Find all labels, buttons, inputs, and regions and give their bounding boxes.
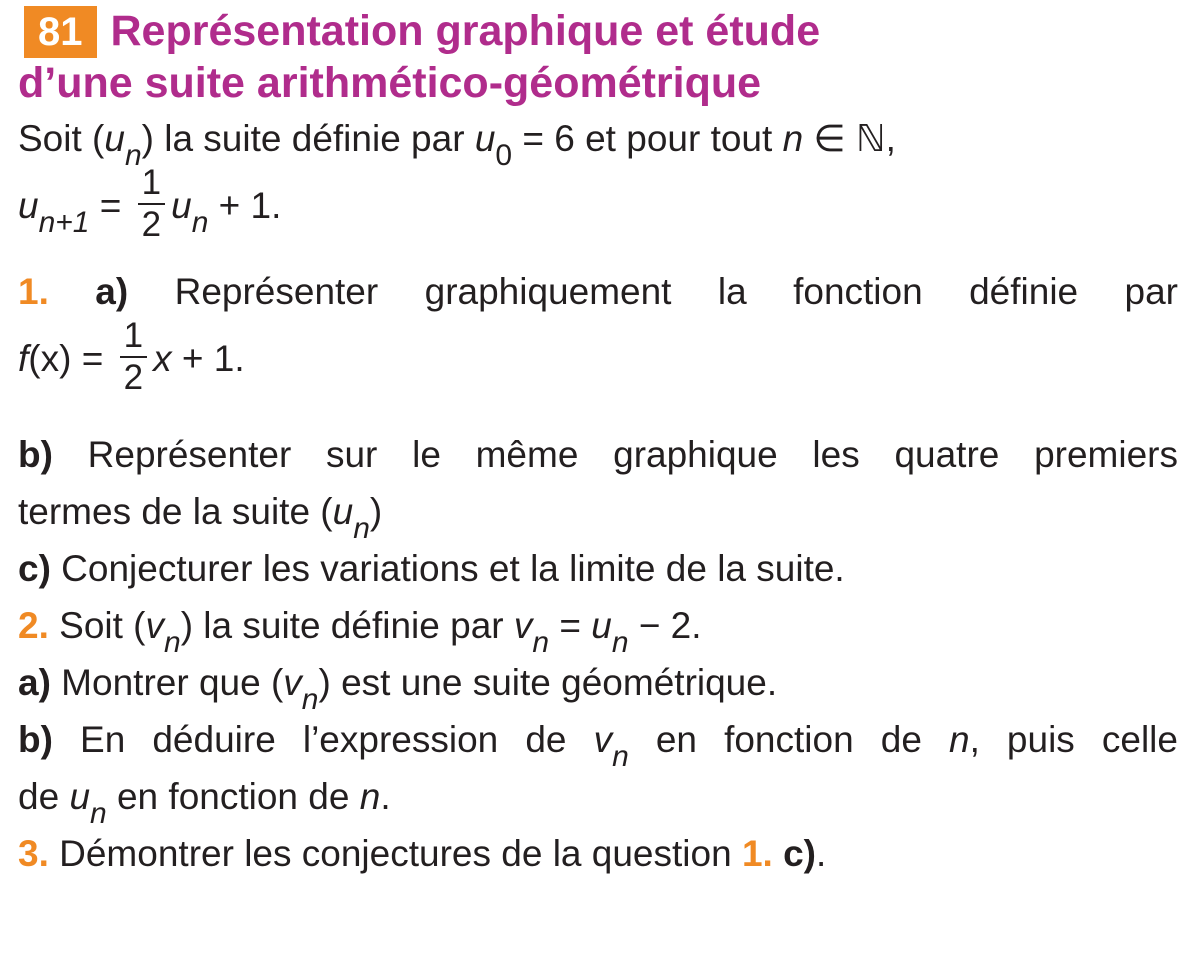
function-formula: f(x) = $\frac{1}{2}$ x + 1.	[18, 316, 245, 397]
fraction-one-half: $\frac{1}{2}$	[120, 316, 147, 398]
question-2a: a) Montrer que $(v_n)$ est une suite géométrique.	[18, 662, 778, 716]
fraction-one-half: $\frac{1}{2}$	[138, 163, 165, 245]
question-1b-line-1: b) Représenter sur le même graphique les quatre premiers	[18, 434, 1178, 475]
recurrence-formula: $u_{n+1}$ = $\frac{1}{2}$ $u_n + 1$.	[18, 163, 282, 244]
intro-line: Soit $(u_n)$ la suite définie par $u_0 = 6$ et pour tout n ∈ ℕ,	[18, 117, 896, 172]
natural-numbers-symbol: ℕ	[855, 117, 886, 160]
question-1c: c) Conjecturer les variations et la limite de la suite.	[18, 548, 845, 589]
question-1b-line-2: termes de la suite $(u_n)$	[18, 491, 383, 545]
question-2: 2. Soit $(v_n)$ la suite définie par $v_n = u_n - 2$.	[18, 605, 702, 659]
exercise-title-line-2: d’une suite arithmético-géométrique	[18, 59, 762, 107]
exercise-title-line-1: Représentation graphique et étude	[110, 7, 821, 55]
question-2b-line-2: de $u_n$ en fonction de n.	[18, 776, 391, 830]
question-1a: 1. a) Représenter graphiquement la fonction définie par	[18, 271, 1179, 312]
question-3: 3. Démontrer les conjectures de la question 1. c).	[18, 833, 827, 874]
exercise-number-badge: 81	[24, 6, 97, 58]
exercise-heading	[18, 6, 1178, 58]
exercise-block	[18, 6, 1178, 882]
question-2b-line-1: b) En déduire l’expression de $v_n$ en fonction de n, puis celle	[18, 719, 1178, 773]
